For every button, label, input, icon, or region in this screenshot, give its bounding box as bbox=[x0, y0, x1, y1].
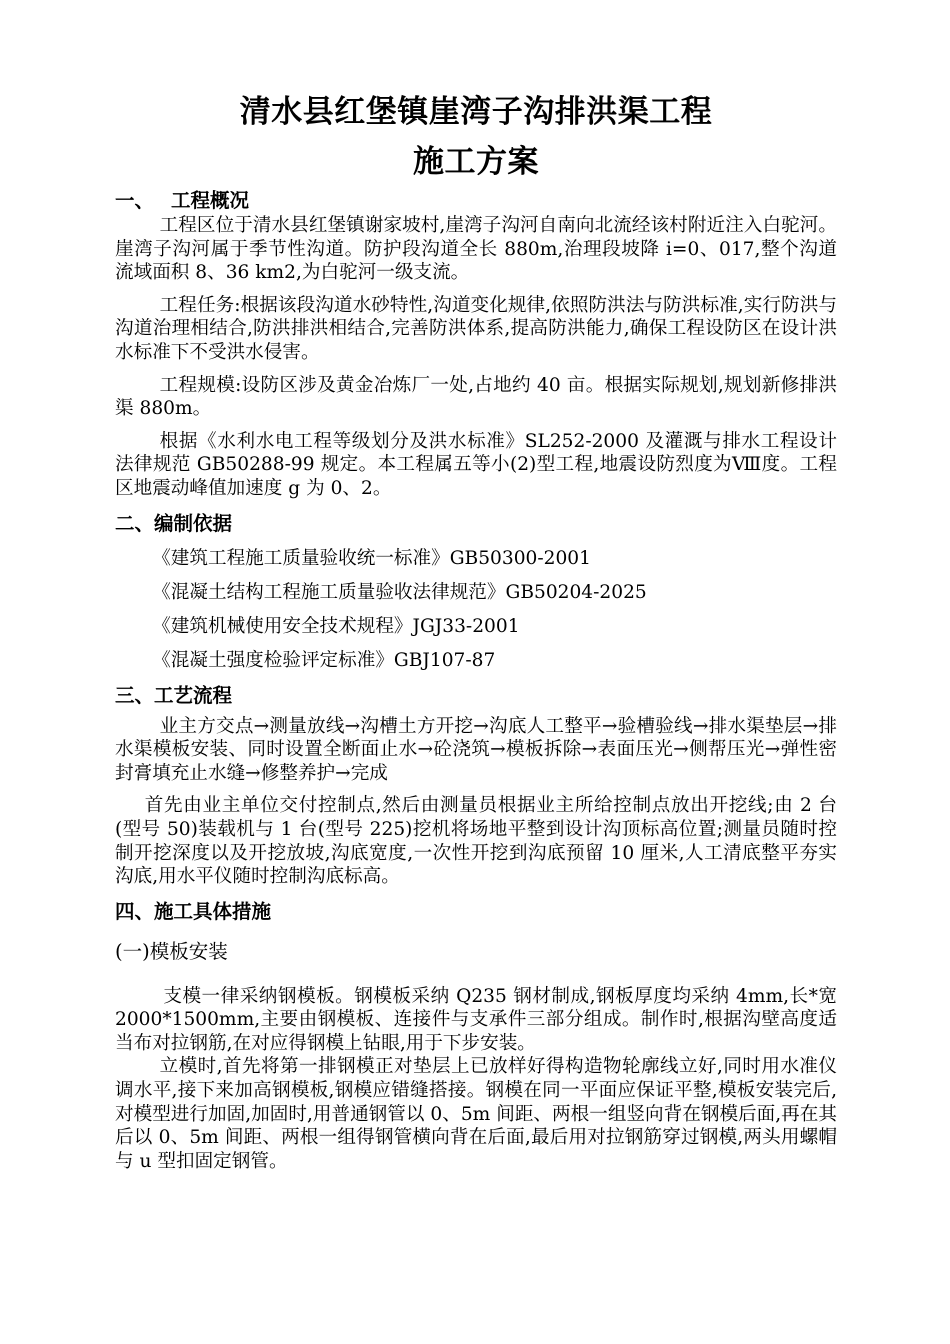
section-1-heading bbox=[115, 188, 837, 214]
reference-standard-2: 《混凝土结构工程施工质量验收法律规范》GB50204-2025 bbox=[152, 581, 647, 603]
document-page bbox=[115, 88, 837, 1173]
section-1-paragraph-4: 根据《水利水电工程等级划分及洪水标准》SL252-2000 及灌溉与排水工程设计法律规范 GB50288-99 规定。本工程属五等小(2)型工程,地震设防烈度为Ⅷ度。工程区地震动峰值加速度 g 为 0、2。 bbox=[115, 430, 837, 499]
document-title-line1: 清水县红堡镇崖湾子沟排洪渠工程 bbox=[239, 94, 713, 130]
section-1-paragraph-2: 工程任务:根据该段沟道水砂特性,沟道变化规律,依照防洪法与防洪标准,实行防洪与沟道治理相结合,防洪排洪相结合,完善防洪体系,提高防洪能力,确保工程设防区在设计洪水标准下不受洪水侵害。 bbox=[115, 294, 837, 363]
reference-standard-1: 《建筑工程施工质量验收统一标准》GB50300-2001 bbox=[152, 547, 591, 569]
section-1-title: 工程概况 bbox=[171, 189, 250, 212]
section-4-paragraph-1: 支模一律采纳钢模板。钢模板采纳 Q235 钢材制成,钢板厚度均采纳 4mm,长*宽 2000*1500mm,主要由钢模板、连接件与支承件三部分组成。制作时,根据沟壁高度适当布对拉钢筋,在对应得钢模上钻眼,用于下步安装。 bbox=[115, 985, 837, 1054]
section-2-heading: 二、编制依据 bbox=[115, 511, 233, 535]
section-1-paragraph-1: 工程区位于清水县红堡镇谢家坡村,崖湾子沟河自南向北流经该村附近注入白驼河。崖湾子沟河属于季节性沟道。防护段沟道全长 880m,治理段坡降 i=0、017,整个沟道流域面积 8、36 km2,为白驼河一级支流。 bbox=[115, 215, 837, 284]
document-title-line2: 施工方案 bbox=[413, 144, 539, 180]
section-3-heading: 三、工艺流程 bbox=[115, 683, 233, 707]
section-4-heading: 四、施工具体措施 bbox=[115, 899, 272, 923]
section-1-number: 一、 bbox=[115, 189, 155, 212]
reference-standard-4: 《混凝土强度检验评定标准》GBJ107-87 bbox=[152, 649, 496, 671]
section-1-paragraph-3: 工程规模:设防区涉及黄金冶炼厂一处,占地约 40 亩。根据实际规划,规划新修排洪渠 880m。 bbox=[115, 374, 837, 420]
subsection-formwork-heading: (一)模板安装 bbox=[115, 939, 228, 963]
section-3-paragraph-2: 首先由业主单位交付控制点,然后由测量员根据业主所给控制点放出开挖线;由 2 台(型号 50)装载机与 1 台(型号 225)挖机将场地平整到设计沟顶标高位置;测量员随时控制开挖深度以及开挖放坡,沟底宽度,一次性开挖到沟底预留 10 厘米,人工清底整平夯实沟底,用水平仪随时控制沟底标高。 bbox=[115, 795, 837, 888]
section-3-process-flow: 业主方交点→测量放线→沟槽土方开挖→沟底人工整平→验槽验线→排水渠垫层→排水渠模板安装、同时设置全断面止水→砼浇筑→模板拆除→表面压光→侧帮压光→弹性密封膏填充止水缝→修整养护→完成 bbox=[115, 715, 837, 784]
section-4-paragraph-2: 立模时,首先将第一排钢模正对垫层上已放样好得构造物轮廓线立好,同时用水准仪调水平,接下来加高钢模板,钢模应错缝搭接。钢模在同一平面应保证平整,模板安装完后,对模型进行加固,加固时,用普通钢管以 0、5m 间距、两根一组竖向背在钢模后面,再在其后以 0、5m 间距、两根一组得钢管横向背在后面,最后用对拉钢筋穿过钢模,两头用螺帽与 u 型扣固定钢管。 bbox=[115, 1056, 837, 1172]
reference-standard-3: 《建筑机械使用安全技术规程》JGJ33-2001 bbox=[152, 615, 520, 637]
